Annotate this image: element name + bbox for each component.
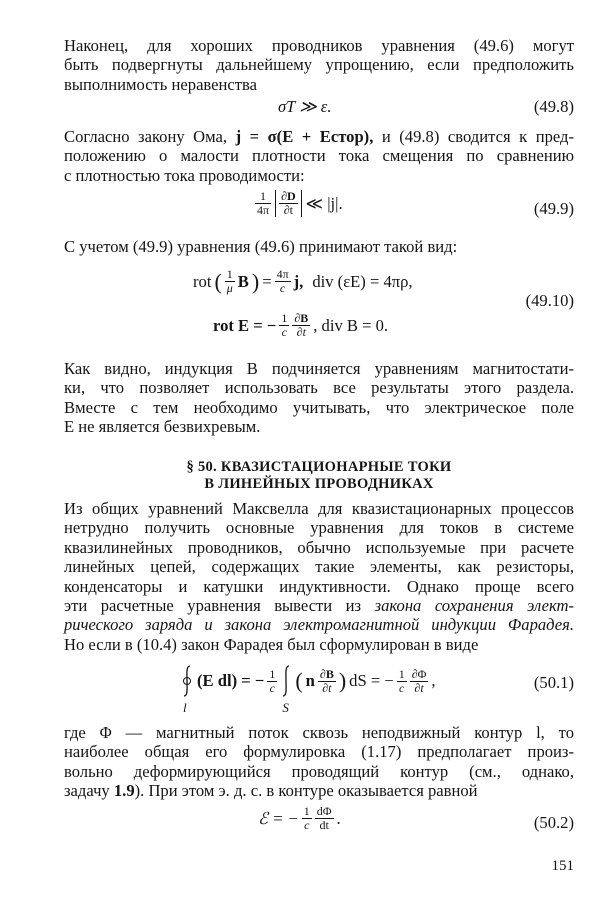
text-line: вольно деформирующийся проводящий контур (см., однако, — [64, 761, 574, 781]
text-line: Вместе с тем необходимо учитывать, что электрическое поле — [64, 397, 574, 417]
text-line: Но если в (10.4) закон Фарадея был сформулирован в виде — [64, 634, 479, 654]
numerator: ∂Φ — [411, 666, 427, 681]
equation-number: (49.9) — [533, 199, 574, 218]
denominator: ∂t — [283, 203, 293, 217]
text-fragment: Согласно закону Ома, — [64, 127, 228, 146]
text-line: С учетом (49.9) уравнения (49.6) принимают такой вид: — [64, 237, 458, 256]
fraction — [279, 312, 289, 339]
fraction — [279, 190, 298, 217]
denominator: ∂t — [322, 680, 332, 695]
denominator: c — [399, 680, 405, 695]
denominator: ∂t — [296, 325, 306, 339]
equation-number: (50.2) — [533, 813, 574, 832]
numerator: ∂B — [319, 666, 334, 681]
section-title-line: § 50. КВАЗИСТАЦИОНАРНЫЕ ТОКИ — [186, 459, 452, 475]
contour-integral-symbol — [180, 664, 194, 715]
text-line — [64, 127, 574, 146]
text-line — [64, 596, 574, 615]
text-line — [64, 781, 574, 800]
fraction — [318, 668, 336, 695]
paren-close: ) — [338, 668, 347, 693]
numerator: 1 — [255, 190, 271, 204]
numerator: ∂B — [294, 311, 309, 325]
rot-e-expression: rot E = − — [213, 315, 277, 335]
ds-expression: dS = − — [349, 671, 394, 690]
denominator: ∂t — [414, 680, 424, 695]
fraction — [397, 668, 407, 695]
numerator: 1 — [225, 268, 235, 282]
numerator: 1 — [303, 804, 310, 818]
equation-49-9 — [255, 190, 343, 217]
denominator: c — [304, 818, 310, 832]
text-line: линейных цепей, содержащих такие элементы, как резисторы, — [64, 557, 574, 577]
paragraph-magnetostatics — [64, 359, 574, 437]
fraction — [255, 190, 271, 217]
circulation-expression: (E dl) = − — [197, 671, 265, 690]
equation-49-10-row2 — [213, 312, 388, 339]
numerator: 1 — [398, 666, 405, 681]
paren-close: ) — [251, 268, 260, 294]
fraction — [225, 268, 235, 295]
emf-expression: ℰ = − — [258, 808, 299, 828]
text-line: Как видно, индукция B подчиняется уравнениям магнитостати- — [64, 359, 574, 378]
divergence-expression: div (εE) = 4πρ, — [312, 271, 413, 291]
equation-tail: , — [431, 671, 436, 690]
text-line: наиболее общая его формулировка (1.17) предполагает произ- — [64, 742, 574, 762]
denominator: μ — [226, 281, 233, 295]
text-line: конденсаторы и катушки индуктивности. Однако проще всего — [64, 576, 574, 596]
paragraph-ohm-law — [64, 127, 574, 185]
inline-formula: j = σ(E + Eстор), — [235, 127, 374, 146]
text-fragment: задачу — [64, 781, 110, 801]
subscript-s: S — [282, 700, 289, 715]
equation-49-8 — [278, 97, 331, 117]
denominator: c — [281, 325, 287, 339]
text-line: E не является безвихревым. — [64, 417, 261, 437]
fraction — [410, 668, 429, 695]
text-fragment: и (49.8) сводится к пред- — [381, 127, 574, 146]
text-line: Из общих уравнений Максвелла для квазистационарных процессов — [64, 499, 574, 518]
normal-vector: n — [305, 671, 315, 690]
numerator: 1 — [281, 311, 288, 325]
text-line: положению о малости плотности тока смещения по сравнению — [64, 146, 574, 166]
text-line: с плотностью тока проводимости: — [64, 165, 305, 185]
surface-integral-symbol — [280, 664, 292, 715]
paragraph-transition — [64, 237, 574, 256]
text-line: ки, что позволяет использовать все результаты этого раздела. — [64, 378, 574, 398]
fraction — [275, 268, 291, 295]
equation-number: (49.10) — [525, 291, 574, 310]
numerator: dΦ — [316, 804, 332, 818]
vector-j: j, — [293, 271, 304, 291]
numerator: 1 — [269, 666, 276, 681]
section-heading — [64, 459, 574, 493]
equation-rhs: ≪ |j|. — [305, 193, 343, 213]
equation-number: (49.8) — [533, 97, 574, 116]
operator-rot: rot — [193, 271, 212, 291]
equation-body: σT ≫ ε. — [278, 97, 332, 116]
paragraph-intro — [64, 36, 574, 94]
denominator: c — [269, 680, 275, 695]
text-fragment: эти расчетные уравнения вывести из — [64, 596, 362, 616]
integral-sign — [180, 664, 194, 698]
problem-reference: 1.9 — [113, 781, 135, 801]
denominator: 4π — [257, 203, 270, 217]
denominator: c — [279, 281, 286, 295]
text-line: Наконец, для хороших проводников уравнения (49.6) могут — [64, 36, 574, 55]
numerator: ∂D — [281, 189, 296, 203]
page-number: 151 — [551, 858, 574, 874]
text-fragment: ). При этом э. д. с. в контуре оказывается равной — [134, 781, 478, 801]
italic-fragment: закона сохранения элект- — [374, 596, 575, 616]
text-line: быть подвергнуты дальнейшему упрощению, если предположить — [64, 55, 574, 75]
text-line: рического заряда и закона электромагнитной индукции Фарадея. — [64, 615, 574, 635]
subscript-l: l — [183, 700, 187, 715]
divergence-b-expression: , div B = 0. — [313, 315, 389, 335]
numerator: 4π — [276, 267, 289, 281]
integral-sign — [280, 664, 292, 698]
paren-open: ( — [295, 668, 303, 693]
paragraph-flux — [64, 723, 574, 801]
fraction — [315, 805, 334, 832]
text-line: выполнимость неравенства — [64, 74, 258, 94]
text-line: нетрудно получить основные уравнения для токов в системе — [64, 518, 574, 538]
vector-b: B — [237, 271, 249, 291]
equation-50-1 — [180, 664, 436, 715]
equation-49-10-row1 — [193, 268, 413, 295]
equals-sign: = — [262, 271, 272, 291]
paren-open: ( — [214, 268, 222, 294]
fraction — [292, 312, 310, 339]
text-line: квазилинейных проводников, обычно используемые при расчете — [64, 537, 574, 557]
equation-tail: . — [336, 808, 341, 828]
fraction — [267, 668, 277, 695]
equation-number: (50.1) — [533, 673, 574, 692]
absolute-value — [275, 190, 302, 217]
denominator: dt — [319, 818, 329, 832]
paragraph-quasistationary — [64, 499, 574, 654]
fraction — [302, 805, 312, 832]
equation-50-2 — [258, 805, 341, 832]
section-title-line: В ЛИНЕЙНЫХ ПРОВОДНИКАХ — [204, 476, 434, 492]
text-line: где Φ — магнитный поток сквозь неподвижный контур l, то — [64, 723, 574, 742]
